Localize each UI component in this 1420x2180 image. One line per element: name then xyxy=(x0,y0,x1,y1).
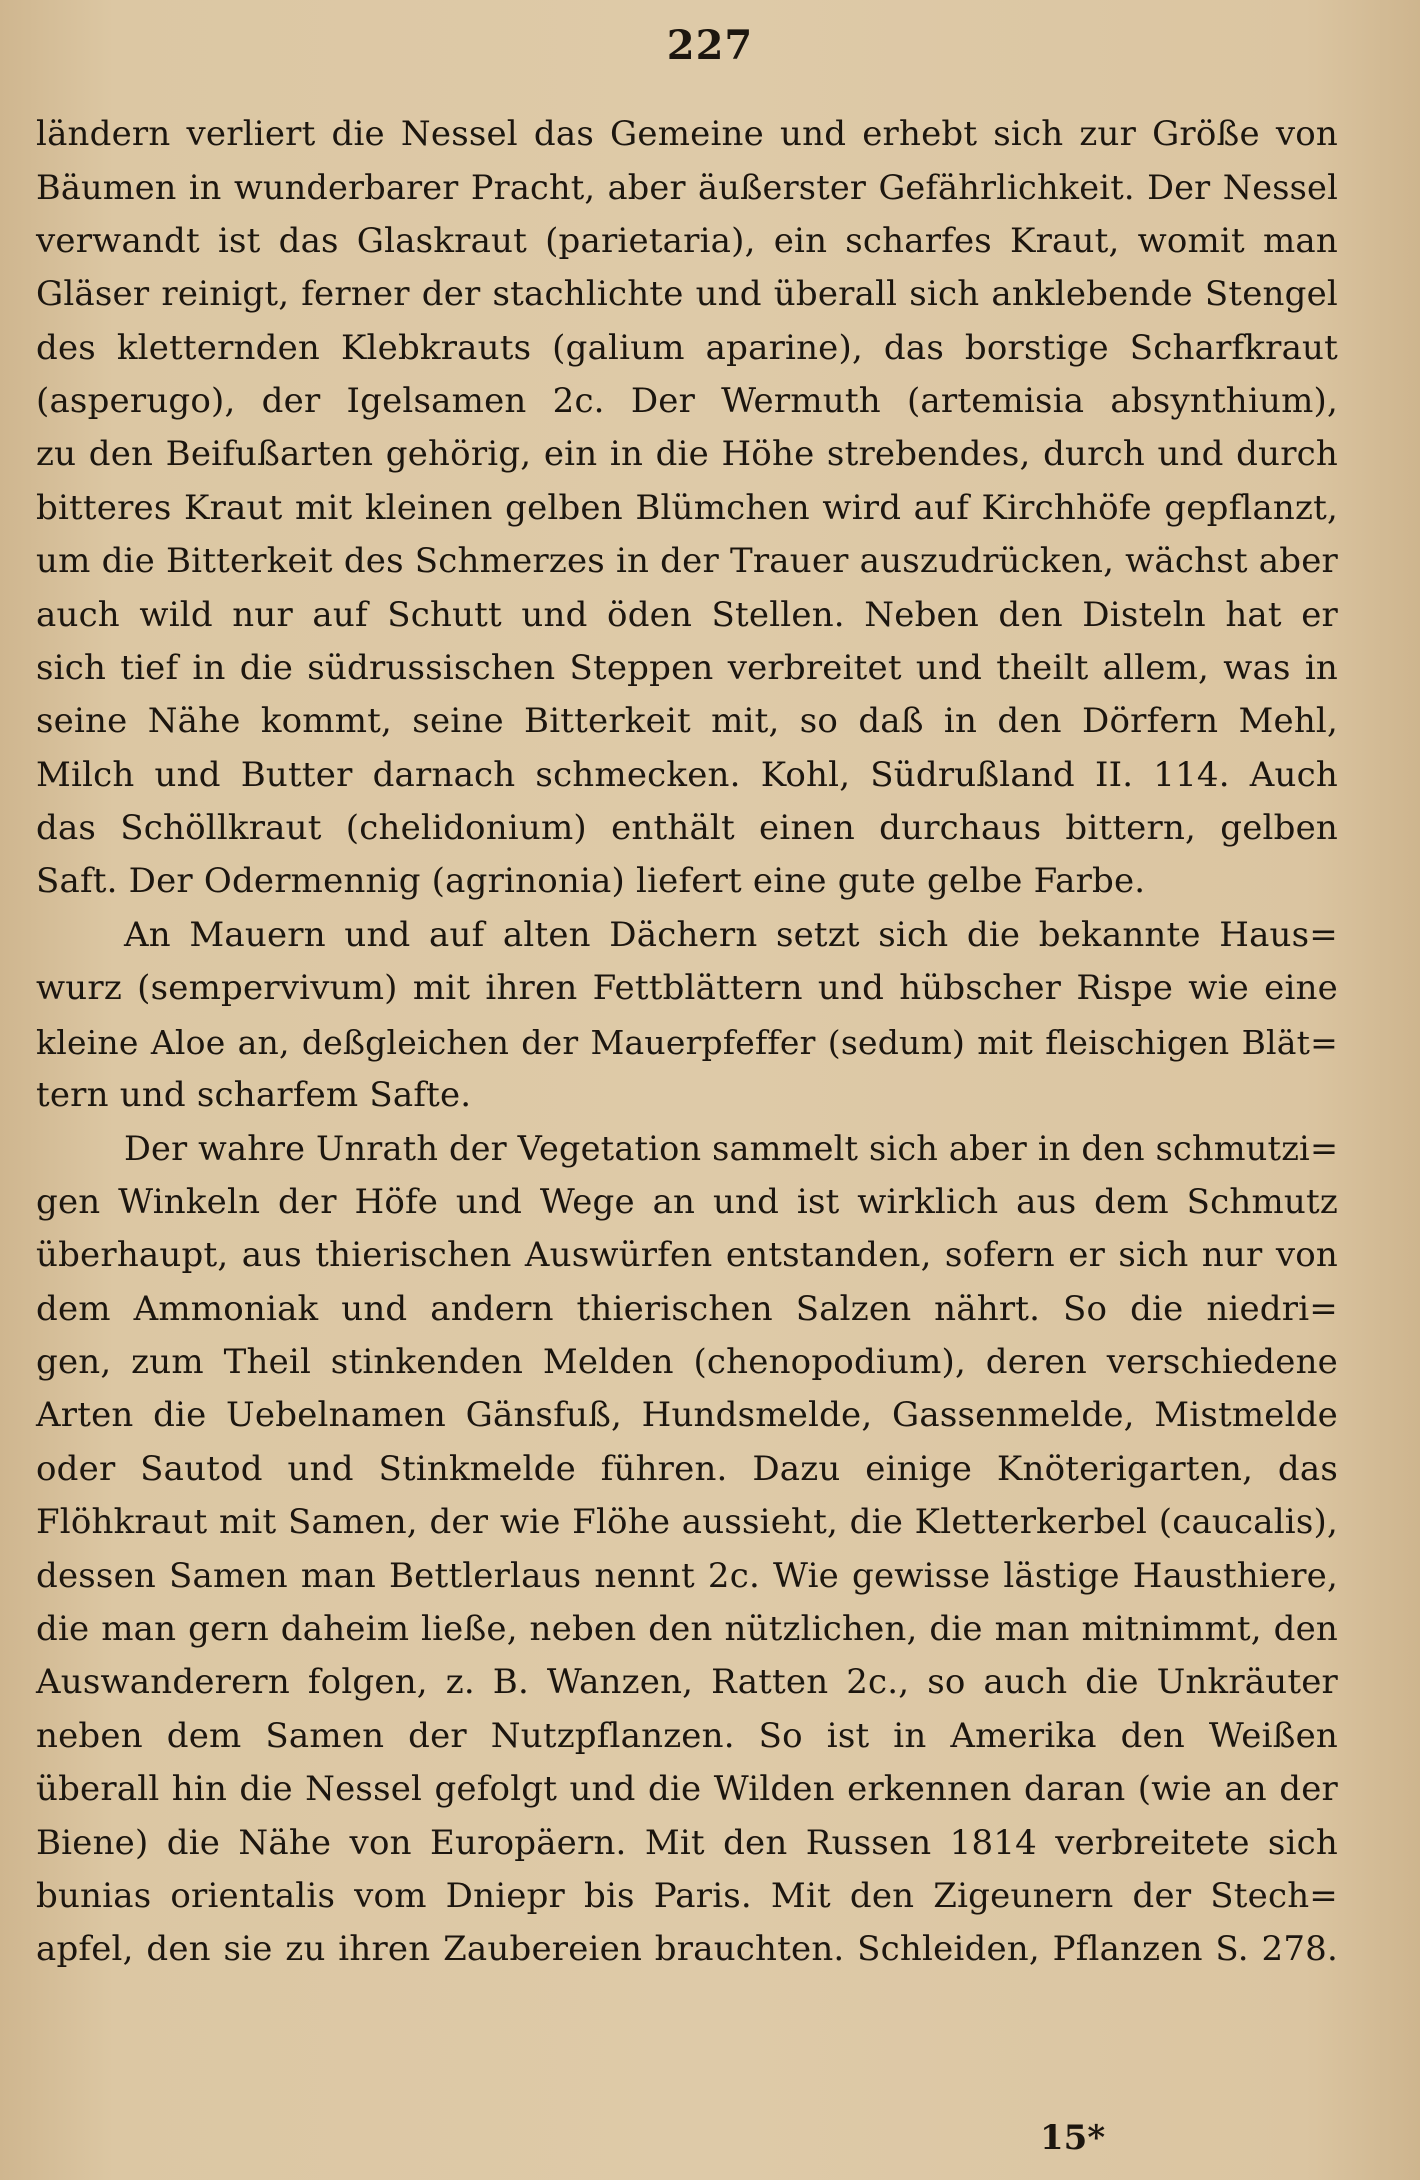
page-number: 227 xyxy=(666,22,754,69)
text-line: Saft. Der Odermennig (agrinonia) liefert eine gute gelbe Farbe. xyxy=(36,861,1146,902)
text-line: An Mauern und auf alten Dächern setzt sich die bekannte Haus= xyxy=(124,914,1338,955)
text-line: gen Winkeln der Höfe und Wege an und ist wirklich aus dem Schmutz xyxy=(36,1181,1338,1222)
text-line: ländern verliert die Nessel das Gemeine und erhebt sich zur Größe von xyxy=(36,114,1338,154)
text-line: das Schöllkraut (chelidonium) enthält einen durchaus bittern, gelben xyxy=(36,808,1338,849)
paragraph-2 xyxy=(36,909,1338,1123)
text-line: Biene) die Nähe von Europäern. Mit den Russen 1814 verbreitete sich xyxy=(36,1822,1338,1863)
text-line: Bäumen in wunderbarer Pracht, aber äußerster Gefährlichkeit. Der Nessel xyxy=(36,168,1338,208)
text-line: gen, zum Theil stinkenden Melden (chenopodium), deren verschiedene xyxy=(36,1341,1338,1382)
text-line: wurz (sempervivum) mit ihren Fettblättern und hübscher Rispe wie eine xyxy=(36,968,1338,1009)
text-line: auch wild nur auf Schutt und öden Stellen. Neben den Disteln hat er xyxy=(36,594,1338,635)
text-line: (asperugo), der Igelsamen 2c. Der Wermuth (artemisia absynthium), xyxy=(36,380,1338,421)
text-line: dem Ammoniak und andern thierischen Salzen nährt. So die niedri= xyxy=(36,1288,1338,1329)
text-line: bunias orientalis vom Dniepr bis Paris. Mit den Zigeunern der Stech= xyxy=(36,1875,1338,1916)
text-line: überall hin die Nessel gefolgt und die Wilden erkennen daran (wie an der xyxy=(36,1769,1338,1810)
body-text xyxy=(36,108,1338,1977)
text-line: Milch und Butter darnach schmecken. Kohl, Südrußland II. 114. Auch xyxy=(36,754,1338,795)
text-line: apfel, den sie zu ihren Zaubereien brauchten. Schleiden, Pflanzen S. 278. xyxy=(36,1929,1338,1970)
text-line: des kletternden Klebkrauts (galium aparine), das borstige Scharfkraut xyxy=(36,327,1338,368)
text-line: Auswanderern folgen, z. B. Wanzen, Ratten 2c., so auch die Unkräuter xyxy=(36,1662,1338,1703)
text-line: dessen Samen man Bettlerlaus nennt 2c. Wie gewisse lästige Hausthiere, xyxy=(36,1555,1338,1596)
paragraph-3 xyxy=(36,1122,1338,1976)
text-line: verwandt ist das Glaskraut (parietaria), ein scharfes Kraut, womit man xyxy=(36,220,1338,261)
text-line: die man gern daheim ließe, neben den nützlichen, die man mitnimmt, den xyxy=(36,1608,1338,1649)
text-line: tern und scharfem Safte. xyxy=(36,1075,472,1116)
text-line: neben dem Samen der Nutzpflanzen. So ist in Amerika den Weißen xyxy=(36,1715,1338,1756)
text-line: überhaupt, aus thierischen Auswürfen entstanden, sofern er sich nur von xyxy=(36,1235,1338,1276)
text-line: bitteres Kraut mit kleinen gelben Blümchen wird auf Kirchhöfe gepflanzt, xyxy=(36,487,1338,528)
text-line: kleine Aloe an, deßgleichen der Mauerpfeffer (sedum) mit fleischigen Blät= xyxy=(36,1022,1338,1062)
text-line: sich tief in die südrussischen Steppen verbreitet und theilt allem, was in xyxy=(36,647,1338,688)
text-line: Gläser reinigt, ferner der stachlichte und überall sich anklebende Stengel xyxy=(36,274,1338,315)
text-line: Arten die Uebelnamen Gänsfuß, Hundsmelde, Gassenmelde, Mistmelde xyxy=(36,1395,1338,1436)
signature-mark: 15* xyxy=(1040,2118,1106,2158)
text-line: seine Nähe kommt, seine Bitterkeit mit, so daß in den Dörfern Mehl, xyxy=(36,701,1338,742)
text-line: Der wahre Unrath der Vegetation sammelt sich aber in den schmutzi= xyxy=(124,1129,1339,1169)
text-line: oder Sautod und Stinkmelde führen. Dazu einige Knöterigarten, das xyxy=(36,1448,1338,1489)
text-line: um die Bitterkeit des Schmerzes in der Trauer auszudrücken, wächst aber xyxy=(36,541,1338,582)
text-line: zu den Beifußarten gehörig, ein in die Höhe strebendes, durch und durch xyxy=(36,434,1338,475)
paragraph-1 xyxy=(36,108,1338,909)
text-line: Flöhkraut mit Samen, der wie Flöhe aussieht, die Kletterkerbel (caucalis), xyxy=(36,1502,1338,1543)
